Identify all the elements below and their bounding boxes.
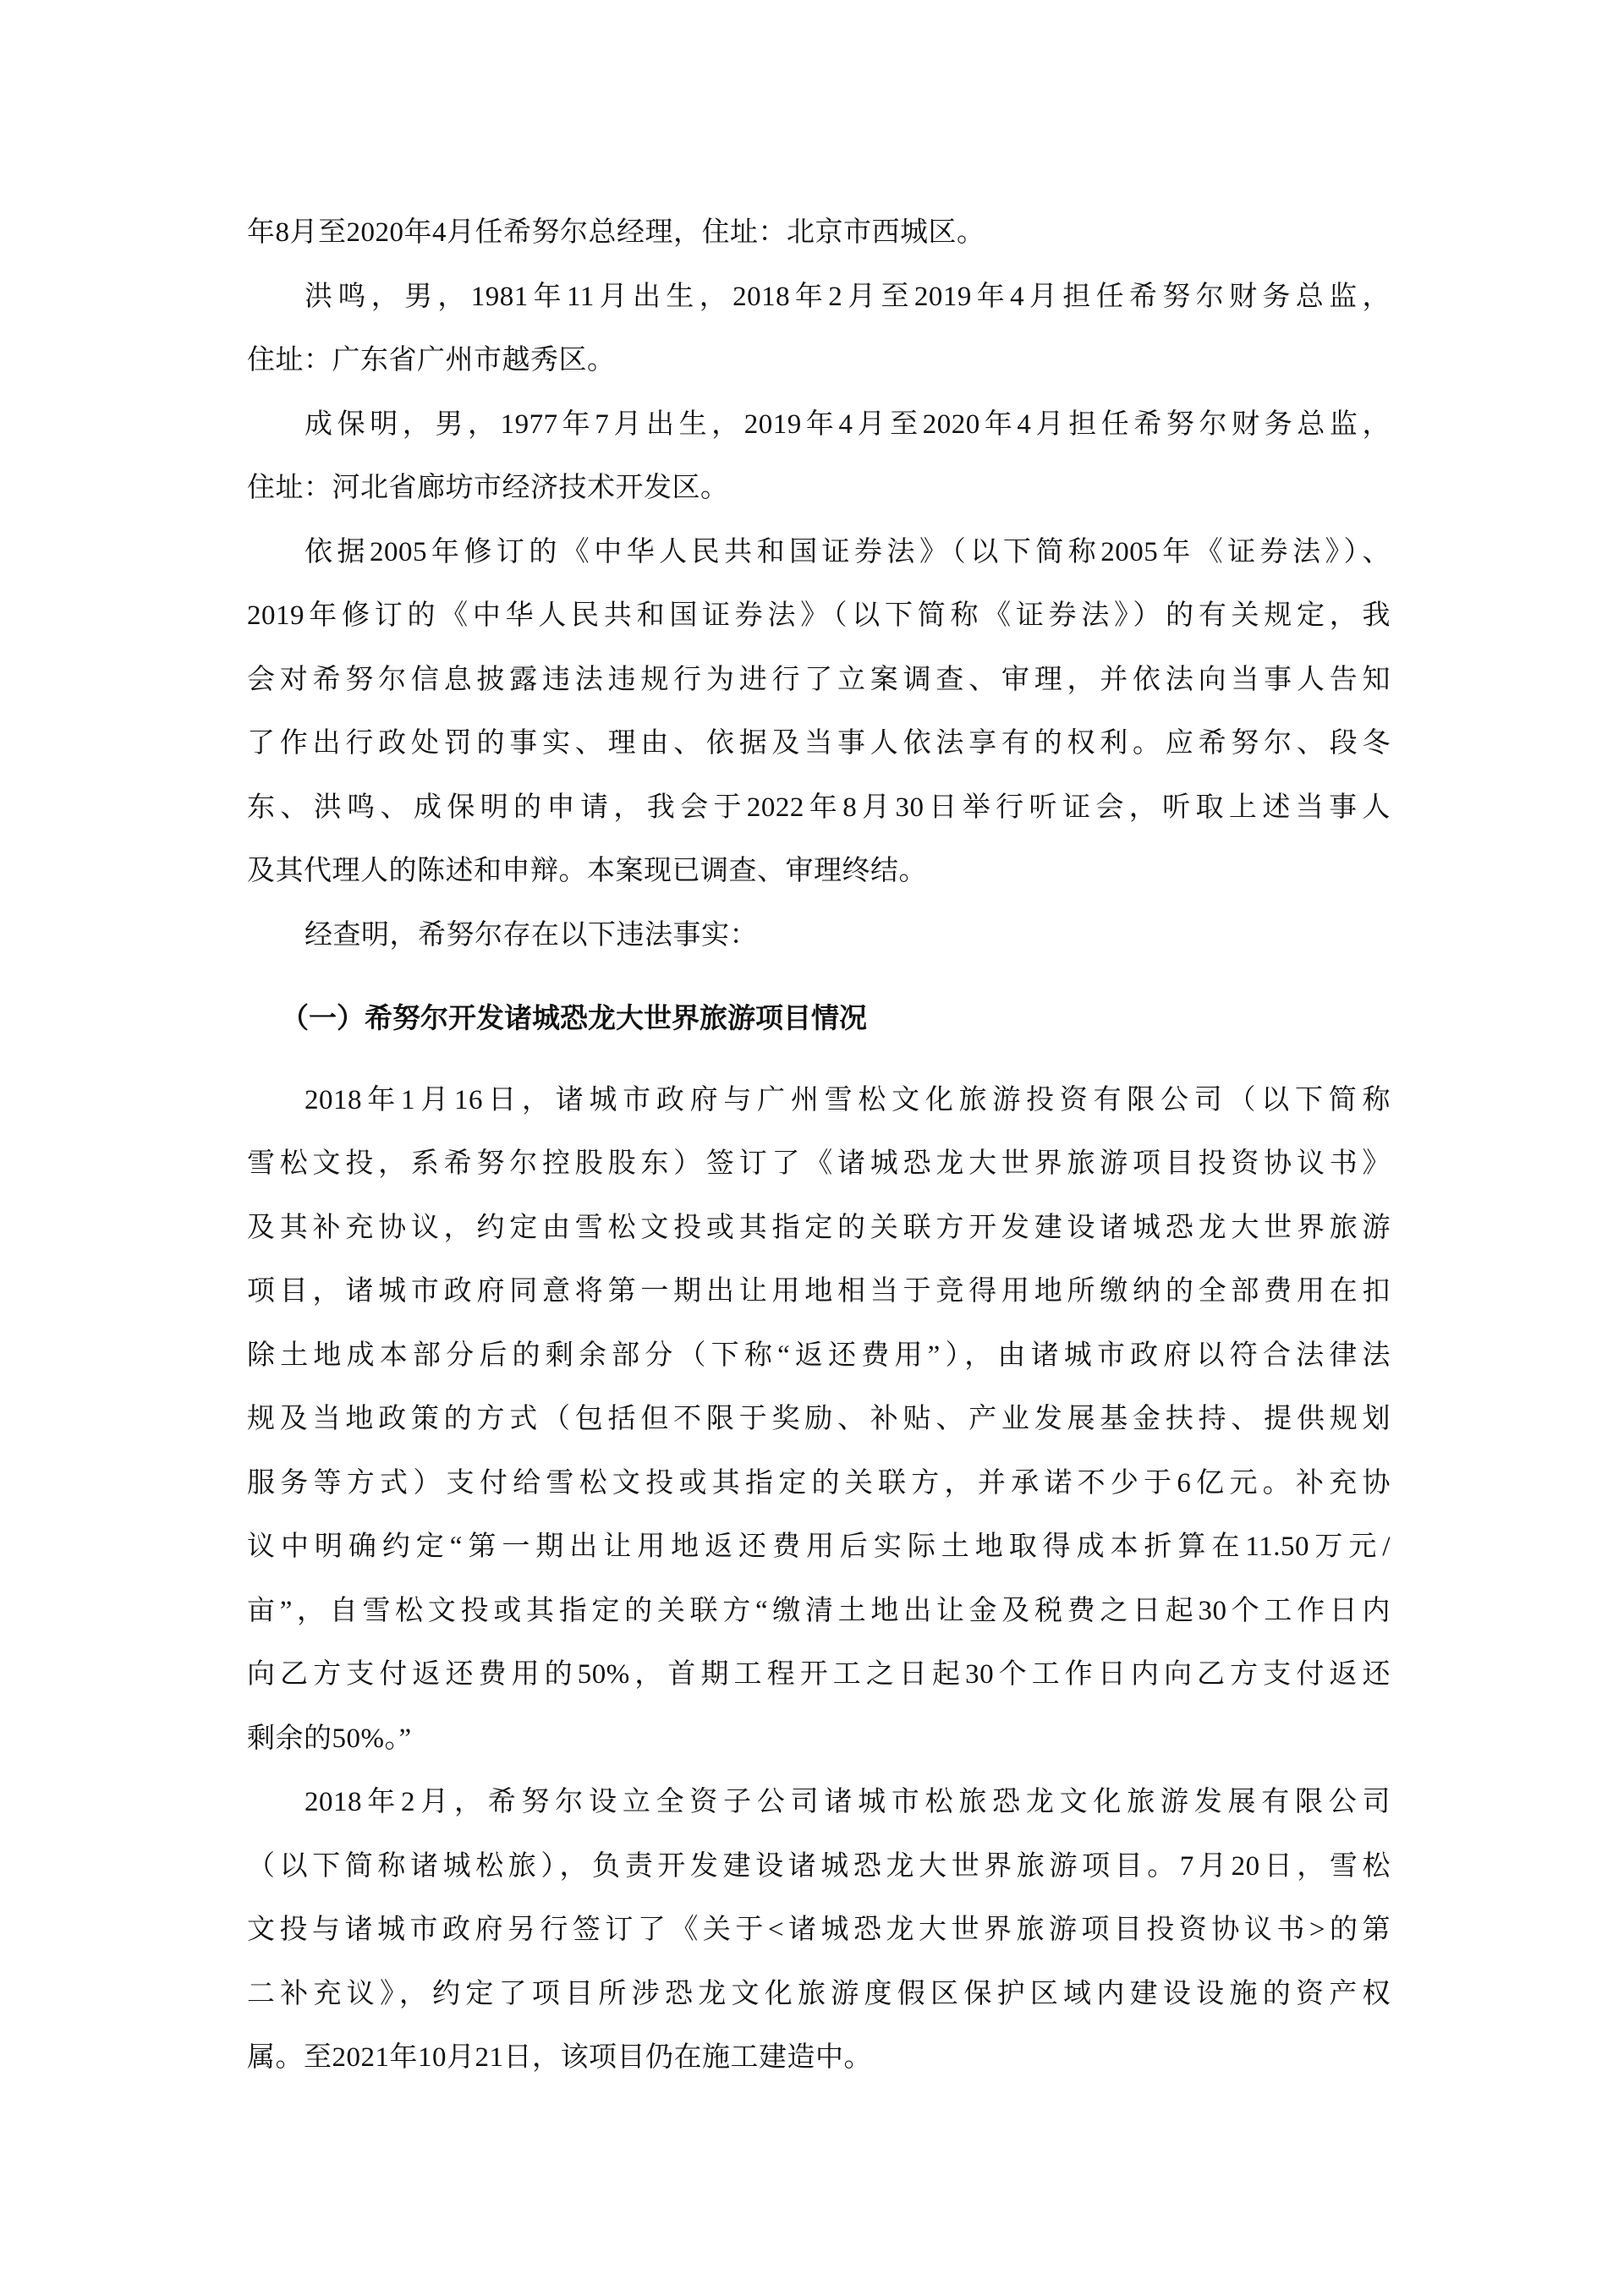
text-line: 亩”，自雪松文投或其指定的关联方“缴清土地出让金及税费之日起30个工作日内 (247, 1595, 1391, 1626)
text-line: 服务等方式）支付给雪松文投或其指定的关联方，并承诺不少于6亿元。补充协 (247, 1467, 1391, 1499)
paragraph-findings (247, 904, 1391, 968)
text-line: 除土地成本部分后的剩余部分（下称“返还费用”），由诸城市政府以符合法律法 (247, 1340, 1391, 1371)
text-line: 规及当地政策的方式（包括但不限于奖励、补贴、产业发展基金扶持、提供规划 (247, 1404, 1391, 1434)
text-line: 项目，诸城市政府同意将第一期出让用地相当于竞得用地所缴纳的全部费用在扣 (247, 1276, 1391, 1307)
text-line: 经查明，希努尔存在以下违法事实： (304, 919, 758, 951)
text-line: 向乙方支付返还费用的50%，首期工程开工之日起30个工作日内向乙方支付返还 (247, 1659, 1391, 1690)
text-line: 依据2005年修订的《中华人民共和国证券法》（以下简称2005年《证券法》）、 (304, 536, 1391, 567)
text-line: 住址：广东省广州市越秀区。 (247, 345, 616, 375)
text-line: 年8月至2020年4月任希努尔总经理，住址：北京市西城区。 (247, 217, 985, 248)
text-line: 东、洪鸣、成保明的申请，我会于2022年8月30日举行听证会，听取上述当事人 (247, 792, 1391, 823)
section-heading: （一）希努尔开发诸城恐龙大世界旅游项目情况 (281, 1001, 867, 1034)
text-line: 2019年修订的《中华人民共和国证券法》（以下简称《证券法》）的有关规定，我 (247, 600, 1391, 631)
text-line: 议中明确约定“第一期出让用地返还费用后实际土地取得成本折算在11.50万元/ (247, 1532, 1391, 1562)
text-line: 了作出行政处罚的事实、理由、依据及当事人依法享有的权利。应希努尔、段冬 (247, 728, 1391, 759)
paragraph-subsidiary (247, 1771, 1391, 2091)
text-line: 住址：河北省廊坊市经济技术开发区。 (247, 473, 729, 503)
paragraph-legal-basis (247, 521, 1391, 904)
text-line: 及其补充协议，约定由雪松文投或其指定的关联方开发建设诸城恐龙大世界旅游 (247, 1212, 1391, 1243)
text-line: 二补充议》，约定了项目所涉恐龙文化旅游度假区保护区域内建设设施的资产权 (247, 1978, 1391, 2009)
text-line: 洪鸣，男，1981年11月出生，2018年2月至2019年4月担任希努尔财务总监， (304, 281, 1391, 312)
text-line: 文投与诸城市政府另行签订了《关于<诸城恐龙大世界旅游项目投资协议书>的第 (247, 1915, 1391, 1945)
text-line: 及其代理人的陈述和申辩。本案现已调查、审理终结。 (247, 856, 927, 886)
text-line: 雪松文投，系希努尔控股股东）签订了《诸城恐龙大世界旅游项目投资协议书》 (247, 1148, 1391, 1179)
text-line: 2018年1月16日，诸城市政府与广州雪松文化旅游投资有限公司（以下简称 (304, 1084, 1391, 1115)
document-page (247, 201, 1391, 2091)
text-line: 2018年2月，希努尔设立全资子公司诸城市松旅恐龙文化旅游发展有限公司 (304, 1787, 1391, 1817)
text-line: 剩余的50%。” (247, 1723, 412, 1754)
paragraph-cheng-baoming (247, 393, 1391, 521)
text-line: 成保明，男，1977年7月出生，2019年4月至2020年4月担任希努尔财务总监， (304, 408, 1391, 440)
text-line: 属。至2021年10月21日，该项目仍在施工建造中。 (247, 2042, 872, 2073)
text-line: 会对希努尔信息披露违法违规行为进行了立案调查、审理，并依法向当事人告知 (247, 664, 1391, 695)
text-line: （以下简称诸城松旅），负责开发建设诸城恐龙大世界旅游项目。7月20日，雪松 (247, 1850, 1391, 1882)
paragraph-continuation (247, 201, 1391, 266)
paragraph-agreement (247, 1069, 1391, 1772)
paragraph-hong-ming (247, 266, 1391, 393)
